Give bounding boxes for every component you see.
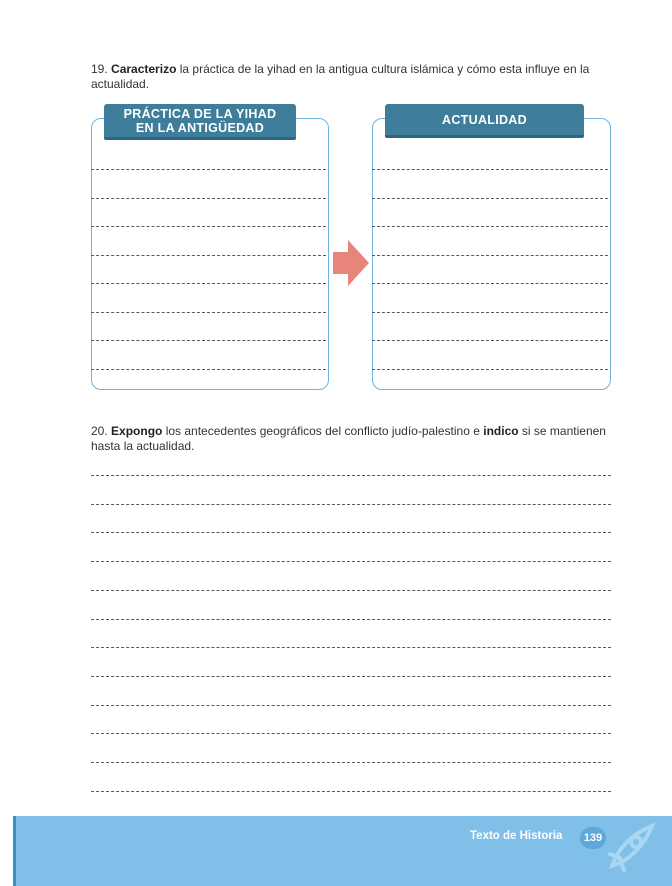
question-19-text: la práctica de la yihad en la antigua cultura islámica y cómo esta influye en la actualidad. — [91, 62, 590, 91]
book-title: Texto de Historia — [470, 830, 563, 842]
left-header-line-2: EN LA ANTIGÜEDAD — [135, 120, 265, 135]
question-20-number: 20. — [91, 424, 108, 438]
question-20 — [91, 424, 613, 454]
right-box-line — [372, 169, 608, 170]
left-box-line — [91, 340, 326, 341]
question-19-verb: Caracterizo — [111, 62, 177, 76]
answer-line — [91, 676, 611, 677]
footer-accent-strip — [13, 816, 16, 886]
answer-line — [91, 619, 611, 620]
footer-bar — [16, 816, 672, 886]
question-20-text-1: los antecedentes geográficos del conflicto judío-palestino e — [162, 424, 484, 438]
left-box-line — [91, 198, 326, 199]
rocket-watermark-icon — [598, 818, 660, 880]
answer-line — [91, 504, 611, 505]
right-box-line — [372, 255, 608, 256]
left-box-line — [91, 283, 326, 284]
left-box-header — [104, 104, 296, 137]
left-box-line — [91, 255, 326, 256]
answer-line — [91, 590, 611, 591]
answer-line — [91, 705, 611, 706]
left-box-line — [91, 169, 326, 170]
question-20-verb-2: indico — [483, 424, 519, 438]
answer-line — [91, 647, 611, 648]
left-box-line — [91, 369, 326, 370]
answer-line — [91, 475, 611, 476]
right-box-line — [372, 198, 608, 199]
right-box-header — [385, 104, 584, 135]
question-20-text-2: si se mantienen hasta la actualidad. — [91, 424, 606, 453]
left-header-line-1: PRÁCTICA DE LA YIHAD — [123, 106, 277, 121]
right-header-label: ACTUALIDAD — [442, 112, 527, 127]
question-20-verb-1: Expongo — [111, 424, 163, 438]
right-box-line — [372, 226, 608, 227]
right-box-line — [372, 340, 608, 341]
right-box-line — [372, 312, 608, 313]
answer-line — [91, 762, 611, 763]
answer-line — [91, 791, 611, 792]
answer-line — [91, 561, 611, 562]
arrow-right-icon — [333, 240, 369, 286]
page-number: 139 — [580, 827, 606, 849]
question-19-number: 19. — [91, 62, 108, 76]
right-box-line — [372, 283, 608, 284]
answer-line — [91, 532, 611, 533]
answer-line — [91, 733, 611, 734]
left-box-line — [91, 226, 326, 227]
left-box-line — [91, 312, 326, 313]
right-box-line — [372, 369, 608, 370]
question-19 — [91, 62, 613, 92]
